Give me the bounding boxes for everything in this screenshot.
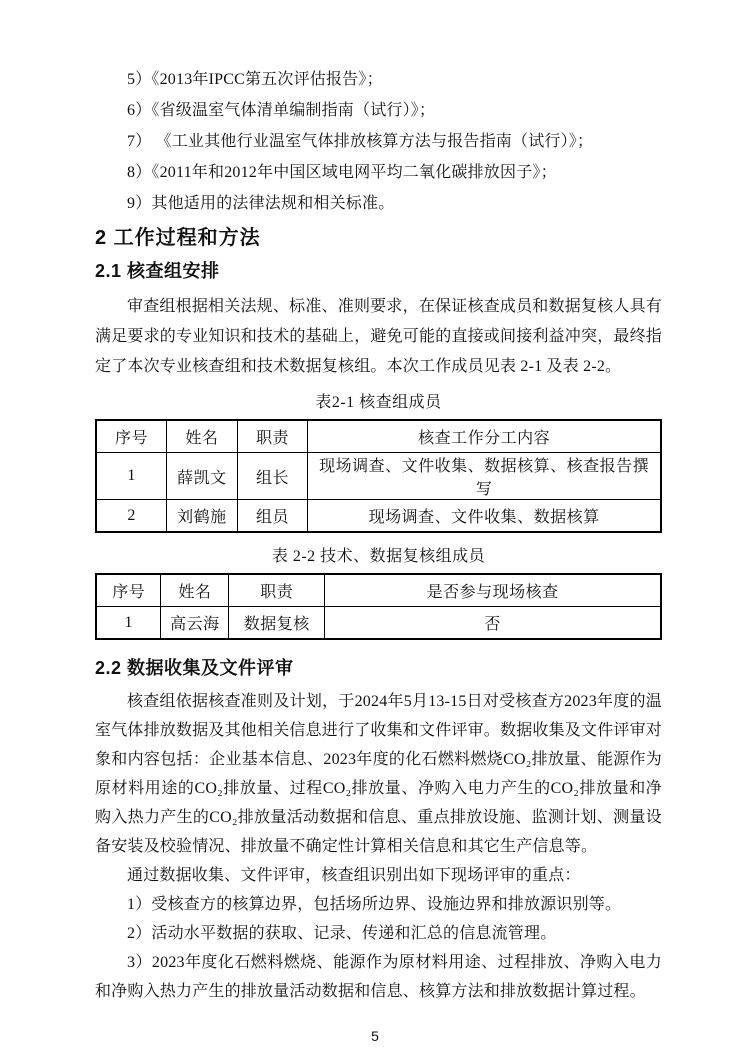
table-2-2-review-team bbox=[95, 573, 662, 640]
reference-item: 6）《省级温室气体清单编制指南（试行）》； bbox=[127, 102, 436, 119]
table-2-2-caption: 表 2-2 技术、数据复核组成员 bbox=[271, 548, 486, 565]
reference-item: 8）《2011年和2012年中国区域电网平均二氧化碳排放因子》； bbox=[127, 164, 557, 181]
list-item: 3）2023年度化石燃料燃烧、能源作为原材料用途、过程排放、净购入电力和净购入热力产生的排放量活动数据和信息、核算方法和排放数据计算过程。 bbox=[95, 954, 662, 1000]
table-header-cell: 职责 bbox=[237, 420, 308, 453]
reference-item: 9）其他适用的法律法规和相关标准。 bbox=[127, 195, 395, 212]
table-cell: 薛凯文 bbox=[167, 453, 238, 500]
paragraph-data-collection: 核查组依据核查准则及计划，于2024年5月13-15日对受核查方2023年度的温室气体排放数据及其他相关信息进行了收集和文件评审。数据收集及文件评审对象和内容包括：企业基本信息、2023年度的化石燃料燃烧CO₂排放量、能源作为原材料用途的CO₂排放量、过程CO₂排放量、净购入电力产生的CO₂排放量和净购入热力产生的CO₂排放量活动数据和信息、重点排放设施、监测计划、测量设备安装及校验情况、排放量不确定性计算相关信息和其它生产信息等。 bbox=[95, 693, 663, 855]
table-cell: 现场调查、文件收集、数据核算、核查报告撰写 bbox=[308, 453, 661, 500]
table-cell: 高云海 bbox=[161, 607, 229, 640]
table-cell: 1 bbox=[96, 453, 167, 500]
list-item: 2）活动水平数据的获取、记录、传递和汇总的信息流管理。 bbox=[127, 925, 557, 942]
table-header-cell: 姓名 bbox=[167, 420, 238, 453]
subsection-heading-2-1: 2.1 核查组安排 bbox=[95, 261, 220, 281]
table-header-cell: 职责 bbox=[229, 574, 325, 607]
review-focus-list bbox=[95, 890, 662, 1006]
reference-item: 5）《2013年IPCC第五次评估报告》； bbox=[127, 71, 383, 88]
table-cell: 现场调查、文件收集、数据核算 bbox=[308, 500, 661, 533]
reference-list bbox=[95, 64, 662, 219]
table-header-row bbox=[96, 420, 661, 453]
table-2-1-caption: 表2-1 核查组成员 bbox=[315, 394, 442, 411]
table-cell: 数据复核 bbox=[229, 607, 325, 640]
paragraph-team-arrangement: 审查组根据相关法规、标准、准则要求，在保证核查成员和数据复核人具有满足要求的专业知识和技术的基础上，避免可能的直接或间接利益冲突，最终指定了本次专业核查组和技术数据复核组。本次工作成员见表 2-1 及表 2-2。 bbox=[95, 298, 663, 375]
table-header-cell: 核查工作分工内容 bbox=[308, 420, 661, 453]
table-cell: 1 bbox=[96, 607, 161, 640]
table-row bbox=[96, 500, 661, 533]
reference-item: 7） 《工业其他行业温室气体排放核算方法与报告指南（试行）》； bbox=[127, 133, 594, 150]
table-cell: 组员 bbox=[237, 500, 308, 533]
table-header-cell: 序号 bbox=[96, 574, 161, 607]
table-header-cell: 序号 bbox=[96, 420, 167, 453]
list-item: 1）受核查方的核算边界，包括场所边界、设施边界和排放源识别等。 bbox=[127, 896, 622, 913]
section-heading-2: 2 工作过程和方法 bbox=[95, 227, 261, 249]
table-2-1-verification-team bbox=[95, 419, 662, 533]
table-header-row bbox=[96, 574, 661, 607]
subsection-heading-2-2: 2.2 数据收集及文件评审 bbox=[95, 658, 294, 678]
page-number: 5 bbox=[371, 1028, 379, 1044]
table-row bbox=[96, 453, 661, 500]
table-header-cell: 是否参与现场核查 bbox=[325, 574, 661, 607]
table-row bbox=[96, 607, 661, 640]
table-cell: 否 bbox=[325, 607, 661, 640]
table-header-cell: 姓名 bbox=[161, 574, 229, 607]
table-cell: 组长 bbox=[237, 453, 308, 500]
table-cell: 2 bbox=[96, 500, 167, 533]
paragraph-review-focus-intro: 通过数据收集、文件评审，核查组识别出如下现场评审的重点： bbox=[127, 867, 581, 884]
table-cell: 刘鹤施 bbox=[167, 500, 238, 533]
